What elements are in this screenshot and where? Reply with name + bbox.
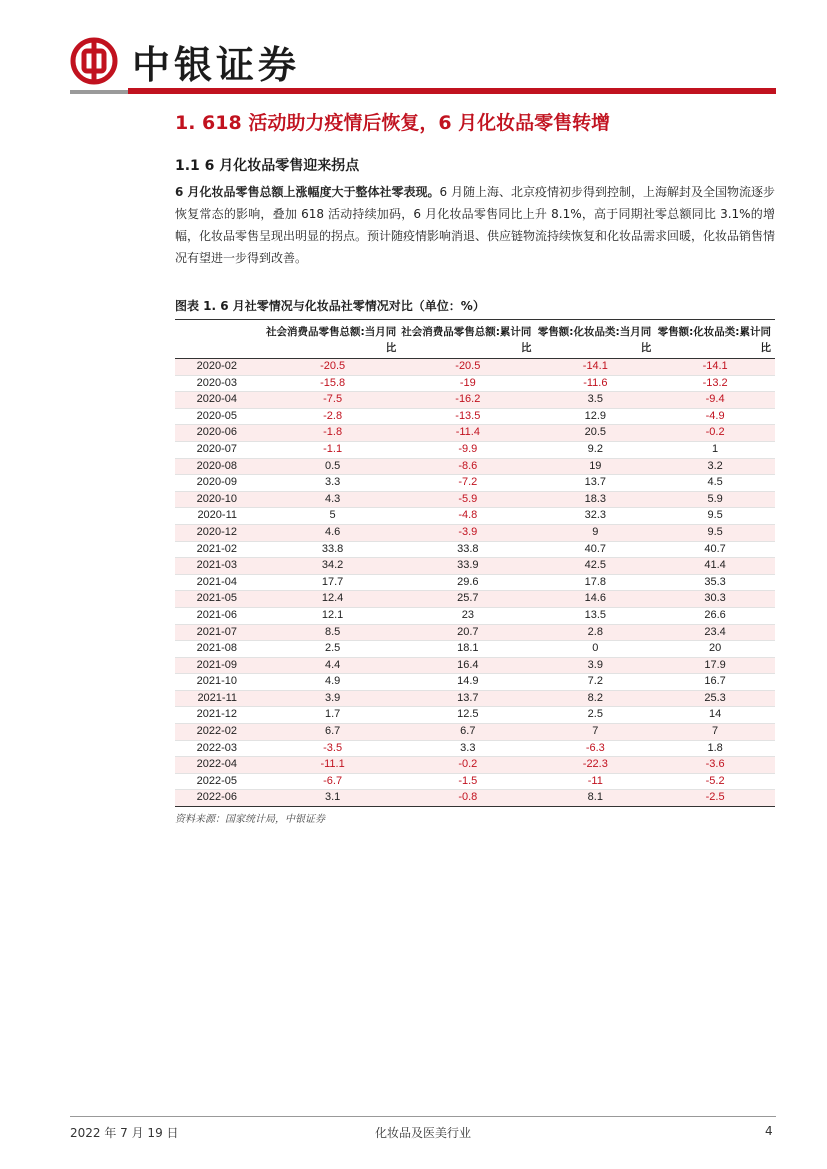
figure-title: 图表 1. 6 月社零情况与化妆品社零情况对比（单位：%）	[175, 299, 485, 313]
table-cell-date: 2020-05	[175, 408, 265, 425]
table-cell-value: -13.5	[400, 408, 535, 425]
table-cell-value: 16.4	[400, 657, 535, 674]
table-cell-value: 9.5	[655, 524, 775, 541]
table-row	[175, 773, 775, 790]
table-cell-value: 12.5	[400, 707, 535, 724]
table-cell-value: 8.1	[535, 790, 655, 807]
table-cell-value: 3.1	[265, 790, 400, 807]
table-cell-date: 2021-04	[175, 574, 265, 591]
table-cell-value: 2.8	[535, 624, 655, 641]
table-cell-value: 12.4	[265, 591, 400, 608]
table-cell-date: 2022-04	[175, 757, 265, 774]
table-row	[175, 757, 775, 774]
table-cell-value: -6.3	[535, 740, 655, 757]
table-cell-value: 4.4	[265, 657, 400, 674]
table-cell-date: 2020-10	[175, 491, 265, 508]
table-row	[175, 524, 775, 541]
table-cell-value: 40.7	[655, 541, 775, 558]
table-row	[175, 558, 775, 575]
table-body	[175, 359, 775, 807]
table-cell-date: 2020-03	[175, 375, 265, 392]
table-cell-date: 2021-02	[175, 541, 265, 558]
table-row	[175, 425, 775, 442]
table-cell-value: 14	[655, 707, 775, 724]
table-cell-value: 18.1	[400, 641, 535, 658]
table-header-row	[175, 322, 775, 359]
body-text: 6 月随上海、北京疫情初步得到控制，上海解封及全国物流逐步恢复常态的影响，叠加 618 活动持续加码，6 月化妆品零售同比上升 8.1%，高于同期社零总额同比 3.1%的增幅，化妆品零售呈现出明显的拐点。预计随疫情影响消退、供应链物流持续恢复和化妆品需求回暖，化妆品销售情况有望进一步得到改善。	[175, 185, 776, 265]
table-cell-date: 2020-04	[175, 392, 265, 409]
table-cell-value: 41.4	[655, 558, 775, 575]
table-header-cosmetics-monthly: 零售额:化妆品类:当月同比	[535, 322, 655, 359]
table-cell-date: 2021-07	[175, 624, 265, 641]
table-cell-value: 1	[655, 441, 775, 458]
table-cell-value: -8.6	[400, 458, 535, 475]
table-cell-value: 17.8	[535, 574, 655, 591]
table-cell-value: 42.5	[535, 558, 655, 575]
table-cell-date: 2020-08	[175, 458, 265, 475]
table-cell-value: 20.7	[400, 624, 535, 641]
table-cell-value: -20.5	[265, 359, 400, 376]
table-cell-date: 2020-02	[175, 359, 265, 376]
table-cell-value: 16.7	[655, 674, 775, 691]
table-cell-date: 2021-12	[175, 707, 265, 724]
table-cell-date: 2021-09	[175, 657, 265, 674]
table-cell-date: 2020-09	[175, 475, 265, 492]
table-row	[175, 707, 775, 724]
table-cell-value: 17.9	[655, 657, 775, 674]
table-cell-value: -4.9	[655, 408, 775, 425]
body-paragraph	[175, 181, 775, 269]
table-row	[175, 740, 775, 757]
table-cell-value: -0.2	[400, 757, 535, 774]
table-cell-value: 13.7	[535, 475, 655, 492]
table-cell-value: -22.3	[535, 757, 655, 774]
footer-divider	[70, 1116, 776, 1117]
table-cell-value: 4.3	[265, 491, 400, 508]
table-cell-value: -3.9	[400, 524, 535, 541]
page-number: 4	[765, 1124, 773, 1138]
table-cell-value: 1.7	[265, 707, 400, 724]
table-cell-value: 33.8	[265, 541, 400, 558]
table-row	[175, 607, 775, 624]
table-cell-value: 9.2	[535, 441, 655, 458]
table-cell-value: 18.3	[535, 491, 655, 508]
table-cell-value: 2.5	[535, 707, 655, 724]
table-cell-date: 2022-02	[175, 724, 265, 741]
table-cell-value: 34.2	[265, 558, 400, 575]
table-cell-value: 4.6	[265, 524, 400, 541]
table-cell-value: -5.9	[400, 491, 535, 508]
table-row	[175, 408, 775, 425]
header-divider	[70, 88, 776, 94]
table-cell-value: 14.9	[400, 674, 535, 691]
table-cell-value: 33.8	[400, 541, 535, 558]
table-row	[175, 591, 775, 608]
table-cell-value: 1.8	[655, 740, 775, 757]
table-cell-date: 2022-05	[175, 773, 265, 790]
table-cell-date: 2022-06	[175, 790, 265, 807]
table-cell-value: 5	[265, 508, 400, 525]
table-row	[175, 475, 775, 492]
table-cell-value: -11.6	[535, 375, 655, 392]
table-cell-value: 20	[655, 641, 775, 658]
table-cell-value: 4.5	[655, 475, 775, 492]
section-title: 1. 618 活动助力疫情后恢复，6 月化妆品零售转增	[175, 112, 611, 134]
table-cell-value: 6.7	[265, 724, 400, 741]
table-cell-value: -0.2	[655, 425, 775, 442]
table-cell-value: 20.5	[535, 425, 655, 442]
table-row	[175, 508, 775, 525]
table-cell-value: 3.5	[535, 392, 655, 409]
table-row	[175, 724, 775, 741]
table-cell-date: 2021-11	[175, 690, 265, 707]
subsection-title: 1.1 6 月化妆品零售迎来拐点	[175, 158, 360, 174]
table-cell-value: -13.2	[655, 375, 775, 392]
table-cell-value: 8.5	[265, 624, 400, 641]
table-cell-value: 2.5	[265, 641, 400, 658]
table-cell-value: 14.6	[535, 591, 655, 608]
table-cell-value: -14.1	[655, 359, 775, 376]
table-cell-value: 3.3	[400, 740, 535, 757]
table-cell-value: 17.7	[265, 574, 400, 591]
table-cell-date: 2021-05	[175, 591, 265, 608]
table-cell-value: 7.2	[535, 674, 655, 691]
table-cell-value: -3.5	[265, 740, 400, 757]
table-row	[175, 574, 775, 591]
table-cell-date: 2021-10	[175, 674, 265, 691]
source-note: 资料来源：国家统计局，中银证券	[175, 814, 325, 825]
table-cell-value: 23	[400, 607, 535, 624]
table-row	[175, 491, 775, 508]
table-cell-value: 19	[535, 458, 655, 475]
table-cell-value: -7.5	[265, 392, 400, 409]
table-cell-value: 30.3	[655, 591, 775, 608]
table-cell-value: 13.5	[535, 607, 655, 624]
table-cell-value: -2.8	[265, 408, 400, 425]
footer-date: 2022 年 7 月 19 日	[70, 1126, 179, 1140]
table-header-cosmetics-cumulative: 零售额:化妆品类:累计同比	[655, 322, 775, 359]
table-row	[175, 392, 775, 409]
table-row	[175, 441, 775, 458]
table-cell-value: 6.7	[400, 724, 535, 741]
table-cell-value: -9.4	[655, 392, 775, 409]
table-row	[175, 657, 775, 674]
table-cell-value: -6.7	[265, 773, 400, 790]
table-header-retail-cumulative: 社会消费品零售总额:累计同比	[400, 322, 535, 359]
table-row	[175, 359, 775, 376]
table-cell-date: 2020-06	[175, 425, 265, 442]
table-cell-value: 3.3	[265, 475, 400, 492]
table-cell-value: 7	[655, 724, 775, 741]
table-header-date	[175, 322, 265, 359]
table-cell-value: -1.8	[265, 425, 400, 442]
footer-industry: 化妆品及医美行业	[375, 1126, 472, 1140]
table-cell-value: -14.1	[535, 359, 655, 376]
table-cell-value: 13.7	[400, 690, 535, 707]
bank-logo-icon	[70, 37, 118, 85]
table-cell-value: 0.5	[265, 458, 400, 475]
table-cell-value: 32.3	[535, 508, 655, 525]
table-cell-value: 8.2	[535, 690, 655, 707]
brand-name: 中银证券	[132, 41, 301, 87]
table-cell-value: -7.2	[400, 475, 535, 492]
table-cell-date: 2021-06	[175, 607, 265, 624]
data-table	[175, 322, 775, 807]
table-cell-value: 0	[535, 641, 655, 658]
table-cell-value: -5.2	[655, 773, 775, 790]
lead-sentence: 6 月化妆品零售总额上涨幅度大于整体社零表现。	[175, 185, 440, 199]
table-cell-value: -11.4	[400, 425, 535, 442]
table-cell-date: 2020-07	[175, 441, 265, 458]
figure-top-rule	[175, 319, 775, 320]
table-cell-date: 2021-08	[175, 641, 265, 658]
table-cell-date: 2020-12	[175, 524, 265, 541]
table-cell-value: 25.3	[655, 690, 775, 707]
table-cell-value: 35.3	[655, 574, 775, 591]
table-cell-value: -19	[400, 375, 535, 392]
table-cell-value: 4.9	[265, 674, 400, 691]
table-cell-date: 2020-11	[175, 508, 265, 525]
table-row	[175, 375, 775, 392]
table-cell-value: 29.6	[400, 574, 535, 591]
table-row	[175, 674, 775, 691]
brand-logo	[70, 36, 300, 86]
table-cell-value: -15.8	[265, 375, 400, 392]
table-row	[175, 541, 775, 558]
table-header-retail-monthly: 社会消费品零售总额:当月同比	[265, 322, 400, 359]
table-cell-value: -4.8	[400, 508, 535, 525]
table-cell-date: 2022-03	[175, 740, 265, 757]
table-cell-value: 26.6	[655, 607, 775, 624]
table-cell-value: 33.9	[400, 558, 535, 575]
table-cell-value: 9	[535, 524, 655, 541]
table-cell-value: 40.7	[535, 541, 655, 558]
table-cell-value: -3.6	[655, 757, 775, 774]
table-cell-value: 9.5	[655, 508, 775, 525]
table-cell-value: -16.2	[400, 392, 535, 409]
table-cell-date: 2021-03	[175, 558, 265, 575]
table-cell-value: -20.5	[400, 359, 535, 376]
table-row	[175, 624, 775, 641]
table-cell-value: -9.9	[400, 441, 535, 458]
table-cell-value: 3.9	[265, 690, 400, 707]
table-row	[175, 458, 775, 475]
table-cell-value: -2.5	[655, 790, 775, 807]
table-cell-value: 5.9	[655, 491, 775, 508]
table-cell-value: -1.5	[400, 773, 535, 790]
table-row	[175, 790, 775, 807]
table-cell-value: 12.1	[265, 607, 400, 624]
table-cell-value: -0.8	[400, 790, 535, 807]
table-cell-value: -1.1	[265, 441, 400, 458]
table-cell-value: 3.2	[655, 458, 775, 475]
table-cell-value: 23.4	[655, 624, 775, 641]
table-cell-value: 7	[535, 724, 655, 741]
table-cell-value: -11.1	[265, 757, 400, 774]
table-cell-value: -11	[535, 773, 655, 790]
table-cell-value: 3.9	[535, 657, 655, 674]
table-cell-value: 25.7	[400, 591, 535, 608]
table-row	[175, 690, 775, 707]
table-row	[175, 641, 775, 658]
table-cell-value: 12.9	[535, 408, 655, 425]
